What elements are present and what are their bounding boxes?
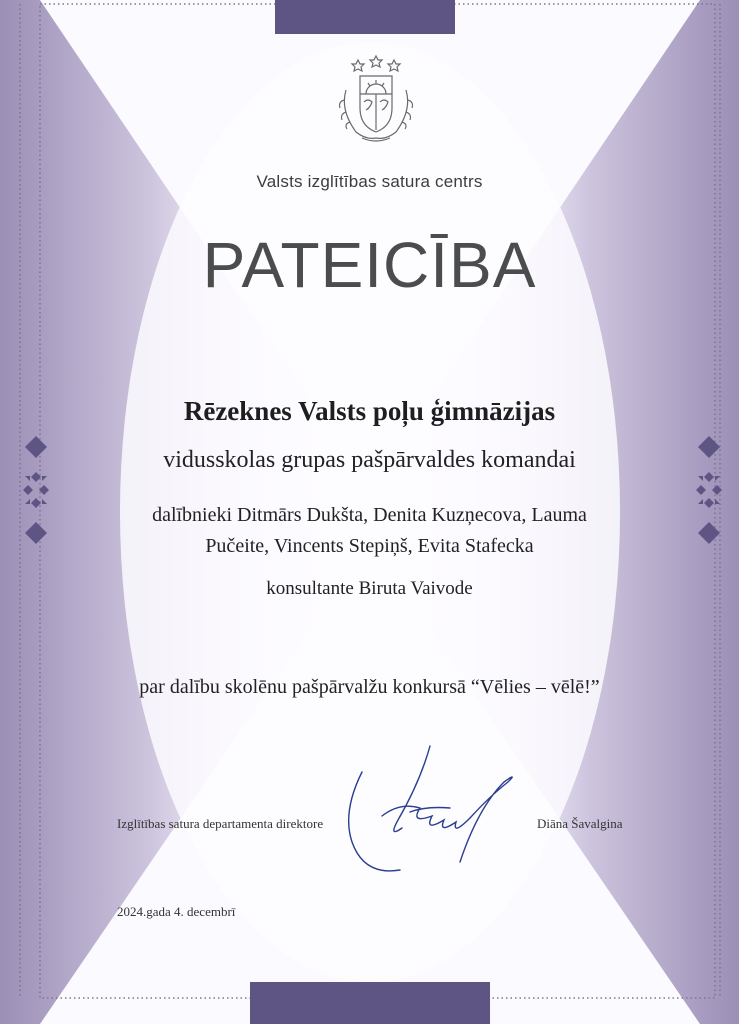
consultant: konsultante Biruta Vaivode <box>266 578 473 599</box>
latvia-coat-of-arms-icon <box>326 50 426 146</box>
right-ornament-icon <box>694 432 724 548</box>
signatory-name: Diāna Šavalgina <box>537 816 623 831</box>
team-members <box>0 500 739 562</box>
team-members-line-2: Pučeite, Vincents Stepiņš, Evita Stafecka <box>205 535 534 557</box>
recipient-team: vidusskolas grupas pašpārvaldes komandai <box>163 447 576 473</box>
certificate-title: PATEICĪBA <box>202 229 537 301</box>
team-members-line-1: dalībnieki Ditmārs Dukšta, Denita Kuzņecova, Lauma <box>152 504 587 526</box>
issue-date: 2024.gada 4. decembrī <box>117 904 236 919</box>
left-ornament-icon <box>21 432 51 548</box>
issuer-name: Valsts izglītības satura centrs <box>256 172 483 191</box>
signatory-title: Izglītības satura departamenta direktore <box>117 816 324 831</box>
handwritten-signature-icon <box>340 742 530 882</box>
bottom-accent-bar <box>250 982 490 1024</box>
award-reason: par dalību skolēnu pašpārvalžu konkursā “Vēlies – vēlē!” <box>139 676 600 698</box>
top-accent-bar <box>275 0 455 34</box>
recipient-school: Rēzeknes Valsts poļu ģimnāzijas <box>183 396 556 426</box>
